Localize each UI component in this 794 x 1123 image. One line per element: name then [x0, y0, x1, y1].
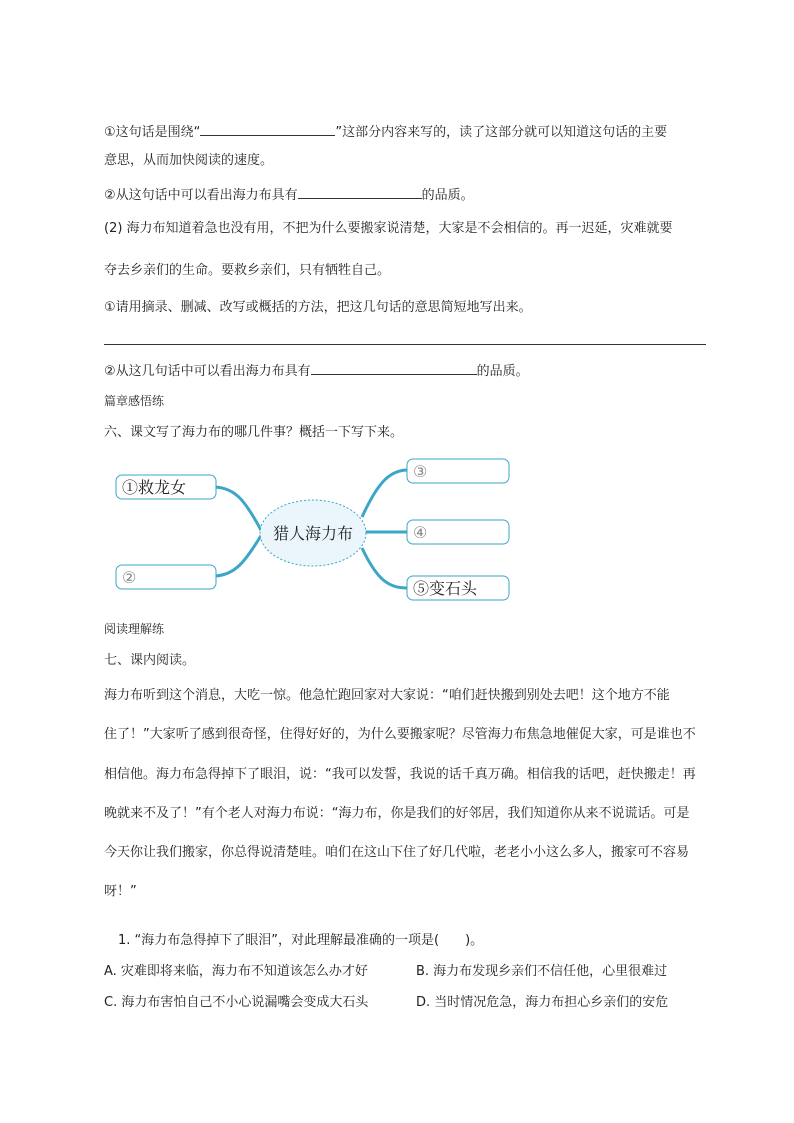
- passage-line: 晚就来不及了！”有个老人对海力布说：“海力布，你是我们的好邻居，我们知道你从来不说谎话。可是: [104, 806, 690, 821]
- connector-to-box1: [215, 487, 262, 532]
- q1-line: [104, 121, 667, 142]
- q5-line: [104, 360, 529, 381]
- center-label: 猎人海力布: [272, 524, 354, 543]
- connector-to-box2: [215, 534, 262, 576]
- passage-line: 住了！”大家听了感到很奇怪，住得好好的，为什么要搬家呢？尽管海力布焦急地催促大家，可是谁也不: [104, 727, 696, 742]
- q3-line2: 夺去乡亲们的生命。要救乡亲们，只有牺牲自己。: [104, 263, 391, 278]
- q4-answer-line[interactable]: [104, 344, 706, 345]
- q5-blank[interactable]: [311, 360, 477, 375]
- passage-line: 今天你让我们搬家，你总得说清楚哇。咱们在这山下住了好几代啦，老老小小这么多人，搬家可不容易: [104, 845, 690, 860]
- q2-suffix: 的品质。: [421, 188, 474, 203]
- mind-map: [0, 452, 794, 612]
- connector-to-box5: [362, 548, 408, 588]
- mcq-option-b[interactable]: B. 海力布发现乡亲们不信任他，心里很难过: [416, 964, 668, 979]
- passage-line: 海力布听到这个消息，大吃一惊。他急忙跑回家对大家说：“咱们赶快搬到别处去吧！这个地方不能: [104, 688, 670, 703]
- q5-suffix: 的品质。: [476, 364, 529, 379]
- box5-label: ⑤变石头: [413, 579, 478, 598]
- mcq-option-d[interactable]: D. 当时情况危急，海力布担心乡亲们的安危: [416, 995, 669, 1010]
- q3-line1: (2) 海力布知道着急也没有用，不把为什么要搬家说清楚，大家是不会相信的。再一迟延，灾难就要: [104, 221, 673, 236]
- q6-title: 六、课文写了海力布的哪几件事？概括一下写下来。: [104, 425, 404, 440]
- mcq-question: 1. “海力布急得掉下了眼泪”，对此理解最准确的一项是( )。: [118, 933, 484, 948]
- connector-to-box3: [362, 470, 408, 517]
- q2-prefix: ②从这句话中可以看出海力布具有: [104, 188, 298, 203]
- box2-label: ②: [122, 568, 137, 587]
- mcq-option-c[interactable]: C. 海力布害怕自己不小心说漏嘴会变成大石头: [104, 995, 369, 1010]
- section-heading-2: 阅读理解练: [104, 622, 165, 636]
- q1-suffix: ”这部分内容来写的，读了这部分就可以知道这句话的主要: [335, 125, 668, 140]
- q1-continuation: 意思，从而加快阅读的速度。: [104, 153, 274, 168]
- q5-prefix: ②从这几句话中可以看出海力布具有: [104, 364, 311, 379]
- q2-line: [104, 184, 474, 205]
- q1-blank[interactable]: [200, 121, 335, 136]
- passage-line: 呀！”: [104, 884, 137, 899]
- passage-line: 相信他。海力布急得掉下了眼泪，说：“我可以发誓，我说的话千真万确。相信我的话吧，赶快搬走！再: [104, 767, 696, 782]
- box4-label: ④: [413, 523, 428, 542]
- section-heading-1: 篇章感悟练: [104, 394, 165, 408]
- q2-blank[interactable]: [298, 184, 422, 199]
- box1-label: ①救龙女: [122, 478, 187, 497]
- q4-line: ①请用摘录、删减、改写或概括的方法，把这几句话的意思简短地写出来。: [104, 300, 532, 315]
- mcq-option-a[interactable]: A. 灾难即将来临，海力布不知道该怎么办才好: [104, 964, 368, 979]
- q7-title: 七、课内阅读。: [104, 653, 196, 668]
- box3-label: ③: [413, 462, 428, 481]
- q1-prefix: ①这句话是围绕“: [104, 125, 201, 140]
